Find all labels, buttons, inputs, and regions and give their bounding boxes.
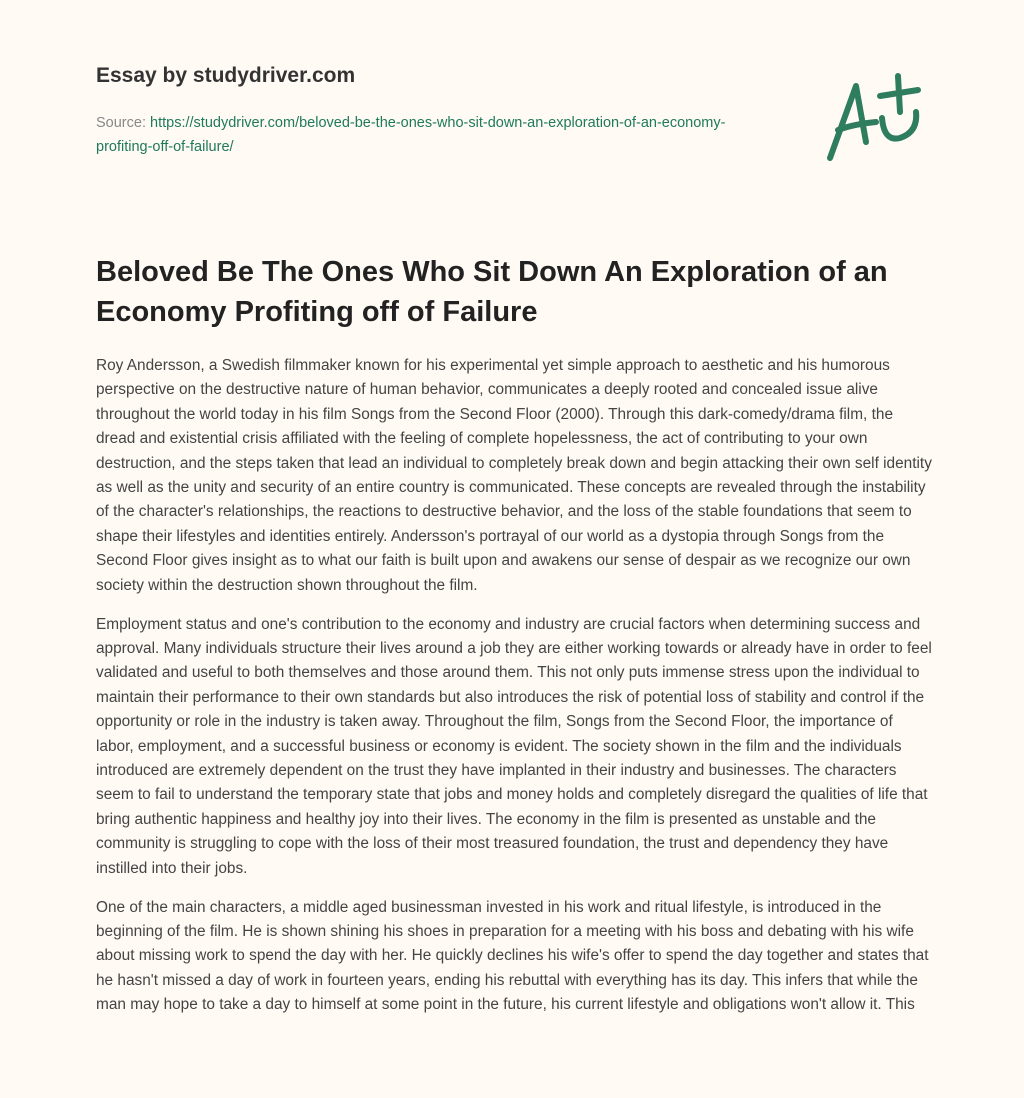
- paragraph: Employment status and one's contribution to the economy and industry are crucial factors when determining success and approval. Many individuals structure their lives around a job they are either working towards or already have in order to feel validated and useful to both themselves and those around them. This not only puts immense stress upon the individual to maintain their performance to their own standards but also introduces the risk of potential loss of stability and control if the opportunity or role in the industry is taken away. Throughout the film, Songs from the Second Floor, the importance of labor, employment, and a successful business or economy is evident. The society shown in the film and the individuals introduced are extremely dependent on the trust they have implanted in their industry and businesses. The characters seem to fail to understand the temporary state that jobs and money holds and completely disregard the qualities of life that bring authentic happiness and healthy joy into their lives. The economy in the film is presented as unstable and the community is struggling to cope with the loss of their most treasured foundation, the trust and dependency they have instilled into their jobs.: [96, 615, 932, 877]
- article-body: [96, 354, 932, 1032]
- source-link[interactable]: https://studydriver.com/beloved-be-the-ones-who-sit-down-an-exploration-of-an-economy-profiting-off-of-failure/: [96, 115, 726, 155]
- source-label: Source:: [96, 115, 146, 131]
- article-title: Beloved Be The Ones Who Sit Down An Exploration of an Economy Profiting off of Failure: [96, 256, 888, 328]
- site-brand: Essay by studydriver.com: [96, 64, 356, 87]
- a-plus-logo-icon: [820, 72, 930, 172]
- source-line: [96, 111, 756, 159]
- paragraph: Roy Andersson, a Swedish filmmaker known for his experimental yet simple approach to aesthetic and his humorous perspective on the destructive nature of human behavior, communicates a deeply rooted and concealed issue alive throughout the world today in his film Songs from the Second Floor (2000). Through this dark-comedy/drama film, the dread and existential crisis affiliated with the feeling of complete hopelessness, the act of contributing to your own destruction, and the steps taken that lead an individual to completely break down and begin attacking their own self identity as well as the unity and security of an entire country is communicated. These concepts are revealed through the instability of the character's relationships, the reactions to destructive behavior, and the loss of the stable foundations that seem to shape their lifestyles and identities entirely. Andersson's portrayal of our world as a dystopia through Songs from the Second Floor gives insight as to what our faith is built upon and awakens our sense of despair as we recognize our own society within the destruction shown throughout the film.: [96, 357, 932, 594]
- paragraph: One of the main characters, a middle aged businessman invested in his work and ritual lifestyle, is introduced in the beginning of the film. He is shown shining his shoes in preparation for a meeting with his boss and debating with his wife about missing work to spend the day with her. He quickly declines his wife's offer to spend the day together and states that he hasn't missed a day of work in fourteen years, ending his rebuttal with everything has its day. This infers that while the man may hope to take a day to himself at some point in the future, his current lifestyle and obligations won't allow it. This: [96, 898, 929, 1014]
